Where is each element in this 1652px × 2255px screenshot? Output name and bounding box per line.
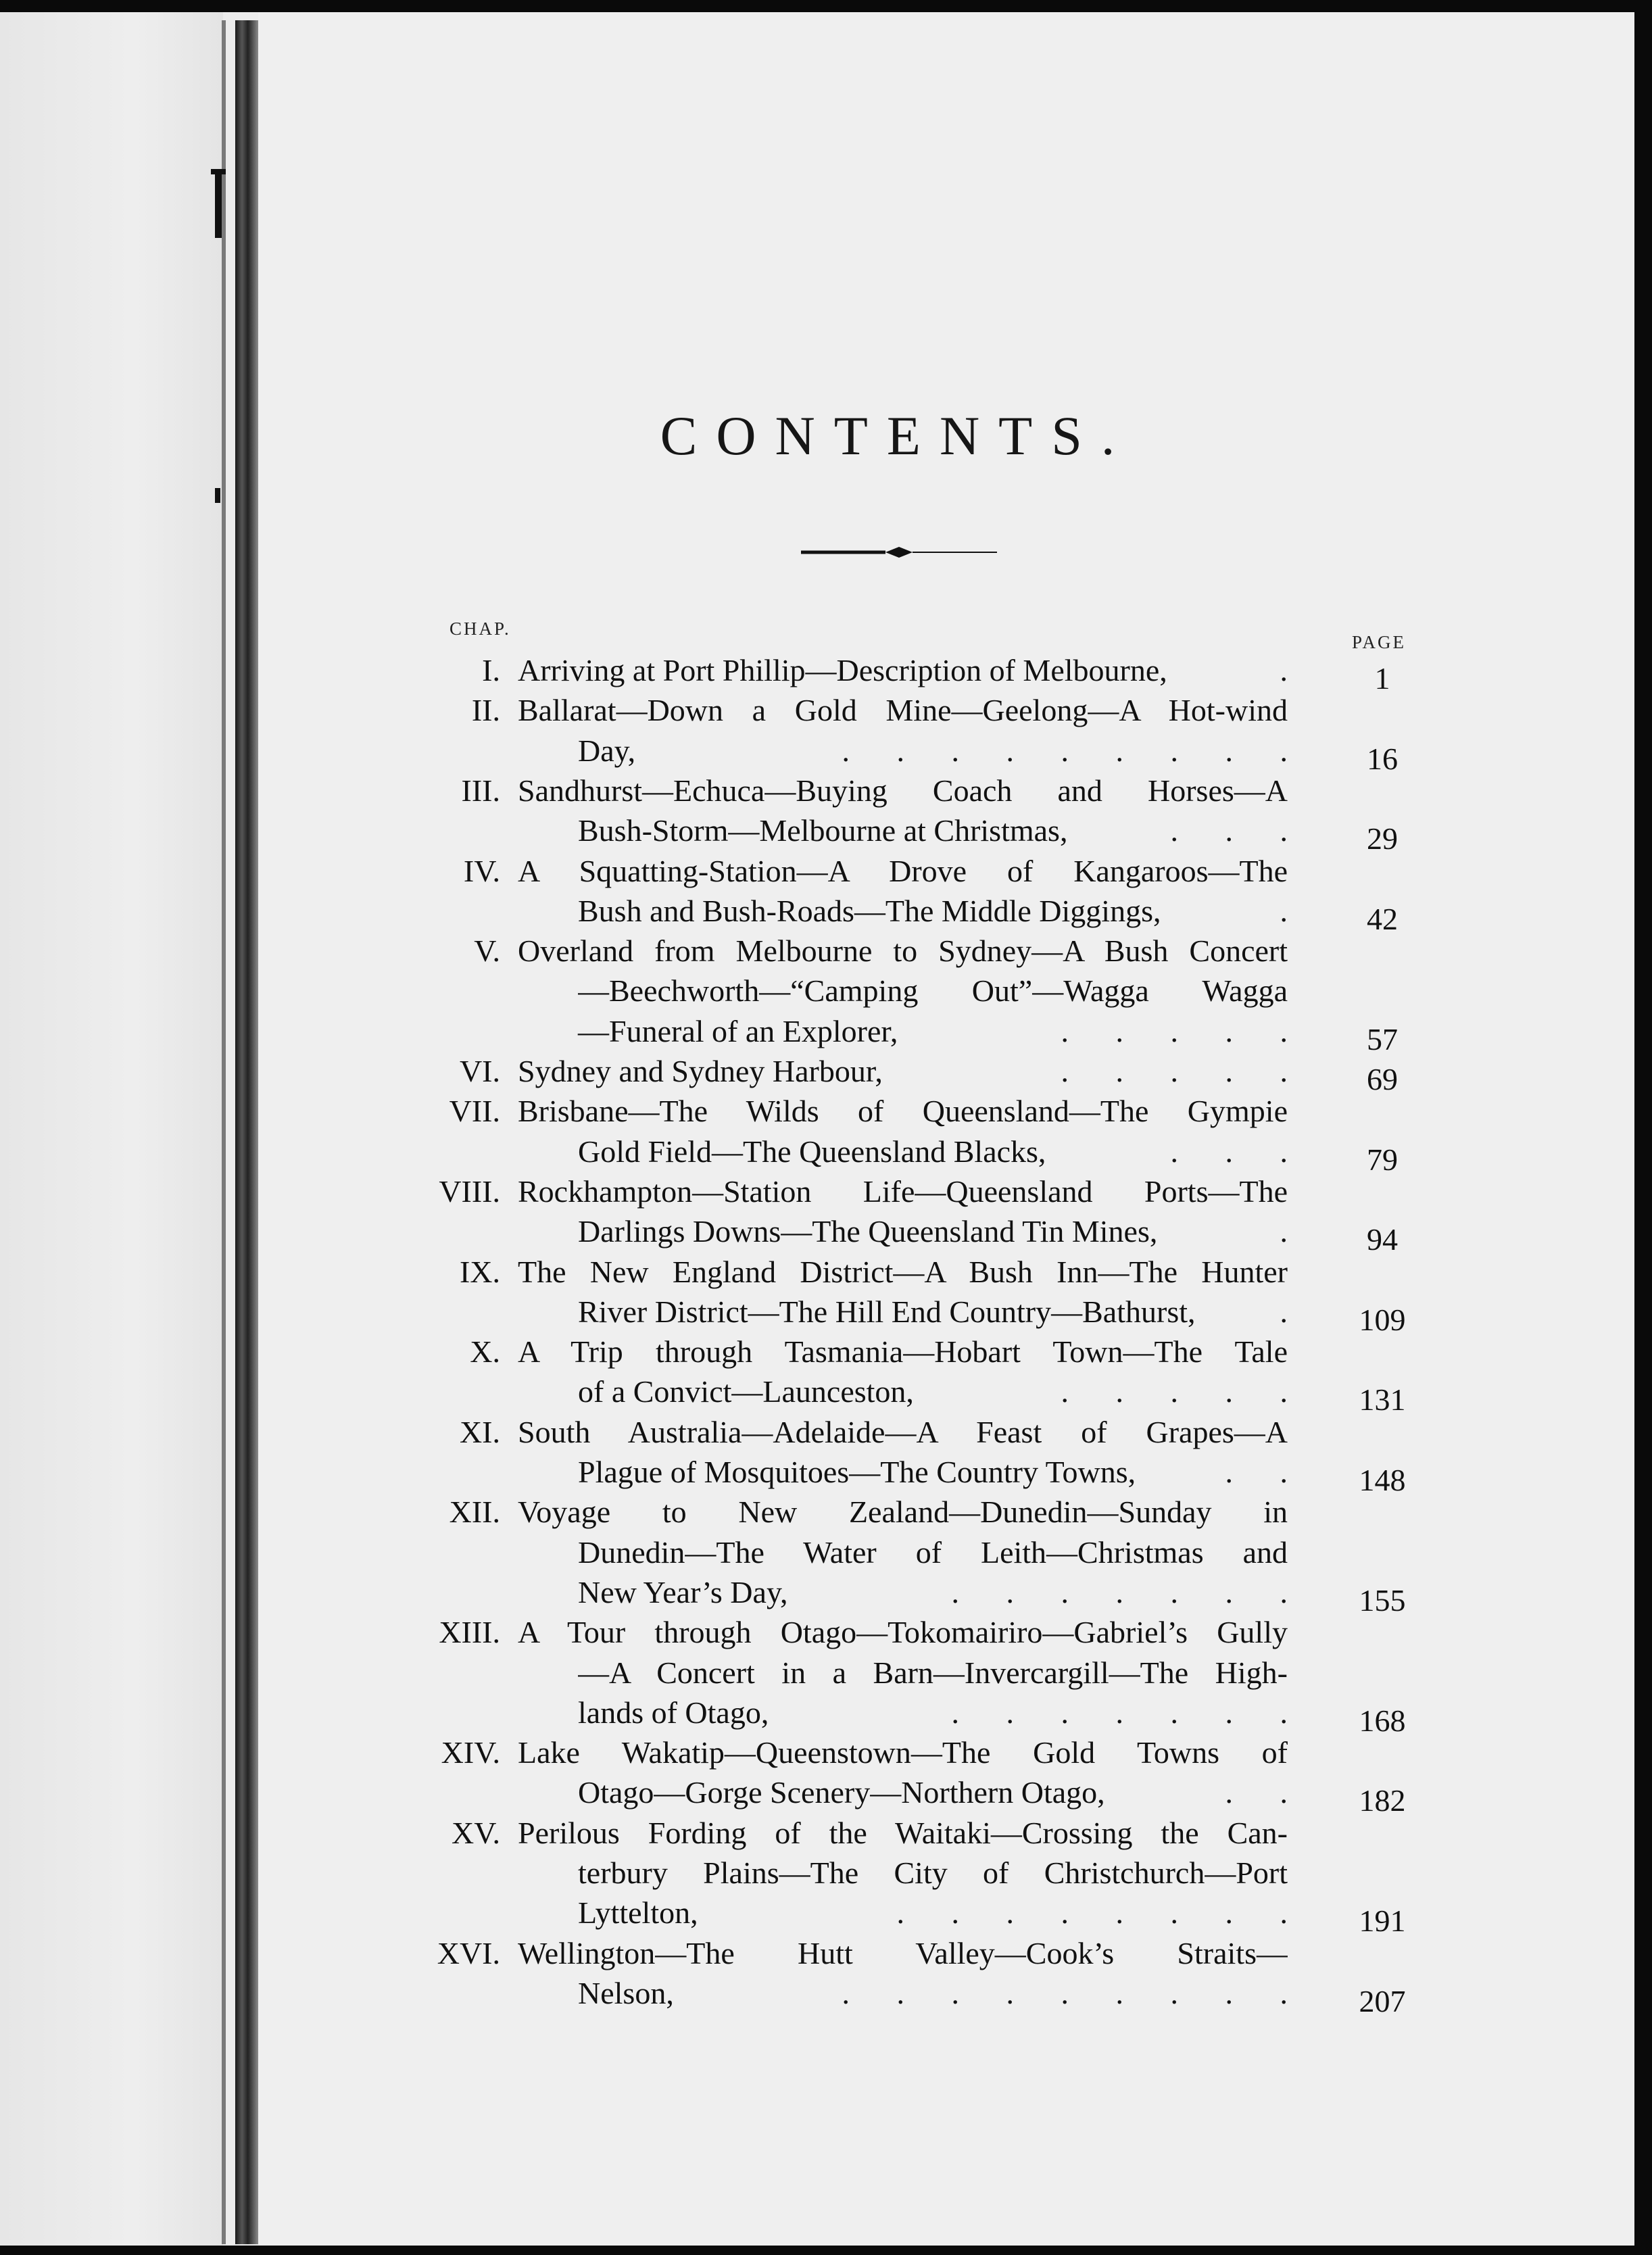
chapter-numeral: V. [474, 933, 500, 969]
chapter-title-line: Lyttelton, [578, 1895, 698, 1931]
page-number: 207 [1359, 1983, 1406, 2018]
chapter-title-line: Ballarat—Down a Gold Mine—Geelong—A Hot-wind [518, 693, 1288, 728]
leader-dots: . [1280, 1214, 1288, 1249]
page-number: 131 [1359, 1382, 1406, 1417]
chapter-title-line: Darlings Downs—The Queensland Tin Mines, [578, 1214, 1158, 1249]
page-number: 42 [1367, 901, 1398, 936]
page-title: CONTENTS. [660, 405, 1134, 466]
chapter-title-line: Rockhampton—Station Life—Queensland Ports—The [518, 1173, 1288, 1209]
page-number: 57 [1367, 1021, 1398, 1057]
chapter-title-line: Bush-Storm—Melbourne at Christmas, [578, 813, 1068, 848]
chapter-title-line: Dunedin—The Water of Leith—Christmas and [578, 1534, 1288, 1570]
page-number: 182 [1359, 1783, 1406, 1818]
chapter-title-line: lands of Otago, [578, 1695, 769, 1730]
leader-dots: . [1280, 893, 1288, 928]
chapter-numeral: X. [470, 1334, 500, 1369]
chap-column-header: CHAP. [450, 619, 511, 639]
chapter-title-line: Plague of Mosquitoes—The Country Towns, [578, 1455, 1136, 1489]
chapter-title-line: Gold Field—The Queensland Blacks, [578, 1134, 1046, 1169]
page-number: 109 [1359, 1302, 1406, 1337]
chapter-title-line: —Funeral of an Explorer, [578, 1013, 898, 1048]
leader-dots: . . . . . . . . . [842, 1975, 1288, 2010]
chapter-numeral: VI. [459, 1054, 500, 1088]
chapter-title-line: terbury Plains—The City of Christchurch—Port [578, 1856, 1288, 1890]
page-number: 29 [1367, 821, 1398, 856]
page-number: 16 [1367, 741, 1398, 776]
page-column-header: PAGE [1352, 632, 1407, 652]
chapter-numeral: XII. [449, 1495, 500, 1530]
chapter-numeral: XI. [459, 1414, 500, 1449]
chapter-numeral: II. [471, 693, 500, 728]
chapter-title-line: South Australia—Adelaide—A Feast of Grapes—A [518, 1414, 1288, 1449]
chapter-title-line: Otago—Gorge Scenery—Northern Otago, [578, 1775, 1105, 1810]
chapter-title-line: Brisbane—The Wilds of Queensland—The Gympie [518, 1094, 1288, 1129]
leader-dots: . . . [1170, 813, 1288, 848]
chapter-title-line: Overland from Melbourne to Sydney—A Bush Concert [518, 933, 1288, 969]
chapter-numeral: IV. [463, 853, 500, 888]
leader-dots: . . . . . . . [951, 1695, 1288, 1730]
chapter-title-line: —A Concert in a Barn—Invercargill—The High- [578, 1655, 1288, 1690]
leader-dots: . . . . . . . . [896, 1895, 1288, 1931]
leader-dots: . . . . . . . [951, 1574, 1288, 1609]
chapter-title-line: Voyage to New Zealand—Dunedin—Sunday in [518, 1495, 1288, 1530]
chapter-title-line: Nelson, [578, 1975, 674, 2010]
chapter-title-line: Lake Wakatip—Queenstown—The Gold Towns of [518, 1735, 1288, 1770]
chapter-numeral: I. [482, 653, 500, 687]
page-number: 94 [1367, 1222, 1398, 1257]
leader-dots: . . . . . [1061, 1374, 1288, 1409]
leader-dots: . . [1225, 1775, 1288, 1810]
chapter-title-line: A Trip through Tasmania—Hobart Town—The Tale [518, 1334, 1288, 1369]
page-number: 155 [1359, 1582, 1406, 1618]
chapter-title-line: Bush and Bush-Roads—The Middle Diggings, [578, 893, 1161, 928]
page-number: 79 [1367, 1142, 1398, 1177]
chapter-title-line: A Tour through Otago—Tokomairiro—Gabriel’s Gully [518, 1615, 1288, 1650]
chapter-title-line: Perilous Fording of the Waitaki—Crossing the Can- [518, 1815, 1288, 1850]
page-number: 148 [1359, 1463, 1406, 1497]
leader-dots: . [1280, 1294, 1288, 1329]
chapter-title-line: River District—The Hill End Country—Bathurst, [578, 1294, 1196, 1329]
chapter-numeral: VIII. [439, 1173, 500, 1209]
chapter-title-line: Wellington—The Hutt Valley—Cook’s Straits— [518, 1935, 1288, 1970]
chapter-title-line: —Beechworth—“Camping Out”—Wagga Wagga [578, 973, 1288, 1009]
chapter-numeral: XIII. [439, 1615, 500, 1650]
chapter-numeral: IX. [459, 1254, 500, 1289]
chapter-numeral: XIV. [441, 1735, 500, 1770]
chapter-title-line: Day, [578, 733, 636, 768]
page-number: 191 [1359, 1904, 1406, 1939]
page-number: 1 [1374, 661, 1390, 696]
chapter-numeral: XV. [451, 1815, 500, 1850]
chapter-title-line: of a Convict—Launceston, [578, 1374, 914, 1409]
chapter-numeral: III. [461, 773, 500, 808]
page-number: 69 [1367, 1062, 1398, 1096]
chapter-numeral: VII. [449, 1094, 500, 1129]
chapter-title-line: Sydney and Sydney Harbour, [518, 1054, 883, 1088]
chapter-title-line: The New England District—A Bush Inn—The Hunter [518, 1254, 1288, 1289]
leader-dots: . . . [1170, 1134, 1288, 1169]
chapter-numeral: XVI. [437, 1935, 500, 1970]
page-number: 168 [1359, 1703, 1406, 1738]
leader-dots: . . [1225, 1455, 1288, 1489]
chapter-title-line: New Year’s Day, [578, 1574, 788, 1609]
chapter-title-line: Sandhurst—Echuca—Buying Coach and Horses—A [518, 773, 1288, 808]
leader-dots: . [1280, 653, 1288, 687]
chapter-title-line: A Squatting-Station—A Drove of Kangaroos—The [518, 853, 1288, 888]
leader-dots: . . . . . [1061, 1054, 1288, 1088]
leader-dots: . . . . . . . . . [842, 733, 1288, 768]
leader-dots: . . . . . [1061, 1013, 1288, 1048]
chapter-title-line: Arriving at Port Phillip—Description of Melbourne, [518, 653, 1167, 687]
